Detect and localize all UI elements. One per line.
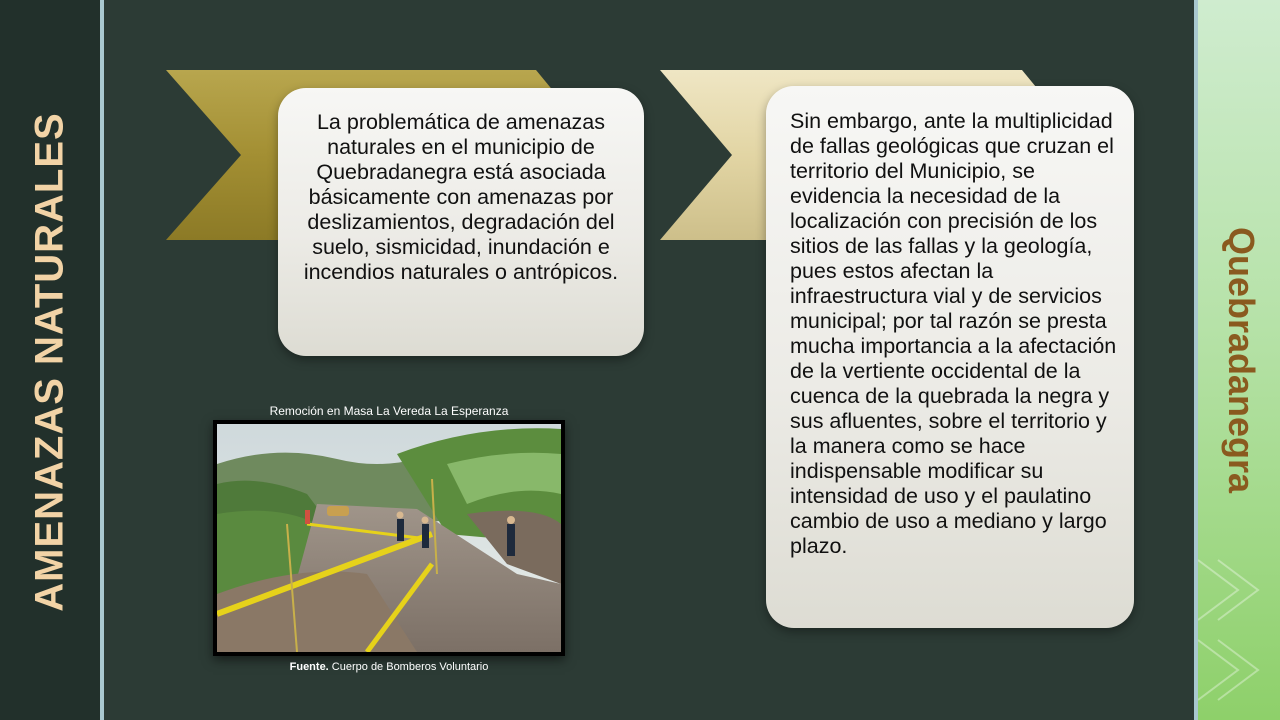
left-side-band bbox=[0, 0, 104, 720]
text-card-problematica bbox=[278, 88, 644, 356]
text-card-sin-embargo bbox=[766, 86, 1134, 628]
source-label: Fuente. bbox=[289, 661, 329, 673]
landslide-photo-image bbox=[217, 424, 561, 652]
photo-caption: Remoción en Masa La Vereda La Esperanza bbox=[269, 404, 509, 418]
photo-source bbox=[214, 661, 564, 673]
vertical-title-amenazas: AMENAZAS NATURALES bbox=[27, 112, 72, 612]
landslide-photo bbox=[213, 420, 565, 656]
card1-text: La problemática de amenazas naturales en el municipio de Quebradanegra está asociada básicamente con amenazas por deslizamientos, degradación del suelo, sismicidad, inundación e incendios naturales o antrópicos. bbox=[303, 110, 619, 284]
right-side-band bbox=[1194, 0, 1280, 720]
chevron-decoration-icon bbox=[1198, 540, 1280, 720]
card2-text: Sin embargo, ante la multiplicidad de fallas geológicas que cruzan el territorio del Municipio, se evidencia la necesidad de la localización con precisión de los sitios de las fallas y la geología, pues estos afectan la infraestructura vial y de servicios municipal; por tal razón se presta mucha importancia a la afectación de la vertiente occidental de la cuenca de la quebrada la negra y sus afluentes, sobre el territorio y la manera como se hace indispensable modificar su intensidad de uso y el paulatino cambio de uso a mediano y largo plazo. bbox=[790, 109, 1117, 558]
source-text: Cuerpo de Bomberos Voluntario bbox=[328, 661, 489, 673]
vertical-title-quebradanegra: Quebradanegra bbox=[1221, 226, 1262, 494]
